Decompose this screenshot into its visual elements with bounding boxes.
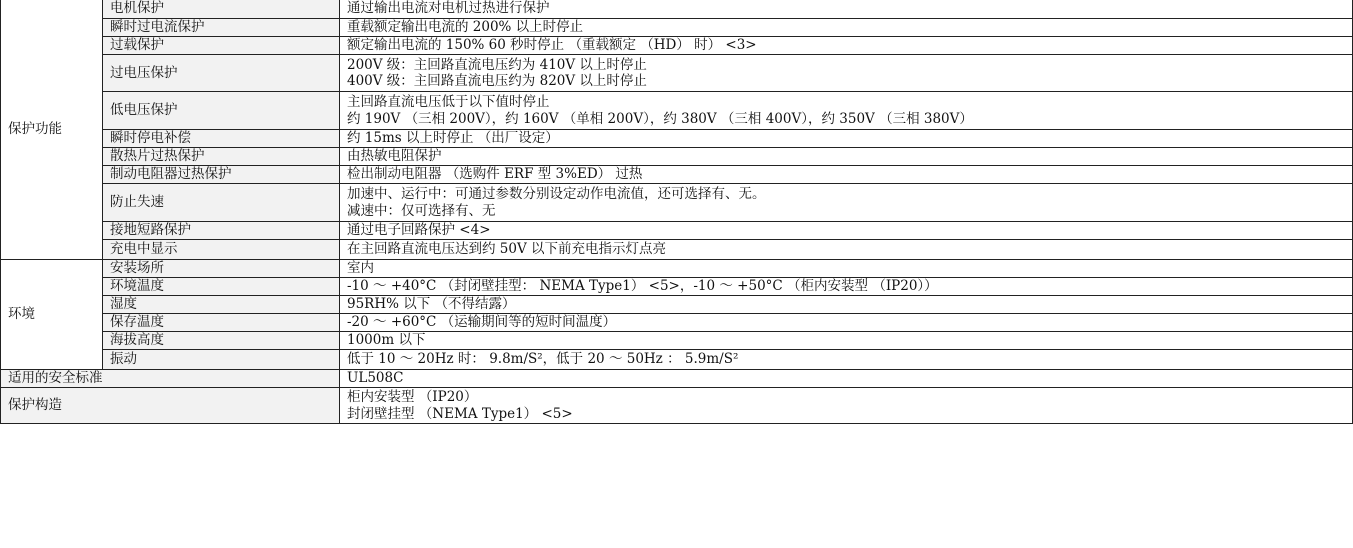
- description-cell: [340, 55, 1353, 92]
- description-line: 重载额定输出电流的 200% 以上时停止: [347, 19, 584, 35]
- description-line: -20 ～ +60°C （运输期间等的短时间温度）: [347, 314, 617, 330]
- description-cell: [340, 350, 1353, 370]
- description-cell: [340, 240, 1353, 260]
- description-cell: [340, 222, 1353, 240]
- item-label: 环境温度: [103, 278, 340, 296]
- table-row: [1, 0, 1353, 19]
- description-cell: [340, 184, 1353, 222]
- item-label: 制动电阻器过热保护: [103, 166, 340, 184]
- description-line: 通过电子回路保护 <4>: [347, 222, 491, 238]
- spec-table-body: [1, 0, 1353, 424]
- description-cell: [340, 0, 1353, 19]
- description-line: 封闭壁挂型 （NEMA Type1） <5>: [347, 405, 573, 422]
- description-line: UL508C: [347, 370, 404, 386]
- description-cell: [340, 332, 1353, 350]
- item-label: 低电压保护: [103, 92, 340, 130]
- item-label: 瞬时停电补偿: [103, 130, 340, 148]
- description-line: 1000m 以下: [347, 332, 426, 348]
- table-row: [1, 222, 1353, 240]
- description-cell: [340, 130, 1353, 148]
- table-row: [1, 332, 1353, 350]
- description-line: 减速中：仅可选择有、无: [347, 202, 496, 219]
- item-label: 接地短路保护: [103, 222, 340, 240]
- item-label: 保护构造: [1, 388, 340, 424]
- item-label: 振动: [103, 350, 340, 370]
- description-line: 在主回路直流电压达到约 50V 以下前充电指示灯点亮: [347, 241, 667, 257]
- table-row: [1, 37, 1353, 55]
- table-row: [1, 260, 1353, 278]
- item-label: 散热片过热保护: [103, 148, 340, 166]
- description-line: 加速中、运行中：可通过参数分别设定动作电流值，还可选择有、无。: [347, 186, 766, 202]
- description-cell: [340, 314, 1353, 332]
- description-line: 柜内安装型 （IP20）: [347, 389, 478, 405]
- table-row: [1, 240, 1353, 260]
- table-row: [1, 148, 1353, 166]
- table-row: [1, 388, 1353, 424]
- table-row: [1, 184, 1353, 222]
- item-label: 海拔高度: [103, 332, 340, 350]
- description-line: 95RH% 以下 （不得结露）: [347, 296, 516, 312]
- group-label: 环境: [1, 260, 103, 370]
- description-line: 额定输出电流的 150% 60 秒时停止 （重载额定 （HD） 时） <3>: [347, 37, 757, 53]
- item-label: 安装场所: [103, 260, 340, 278]
- item-label: 湿度: [103, 296, 340, 314]
- item-label: 过电压保护: [103, 55, 340, 92]
- description-cell: [340, 370, 1353, 388]
- description-cell: [340, 296, 1353, 314]
- description-line: 400V 级：主回路直流电压约为 820V 以上时停止: [347, 73, 647, 89]
- description-line: 检出制动电阻器 （选购件 ERF 型 3%ED） 过热: [347, 166, 643, 182]
- description-line: 约 15ms 以上时停止 （出厂设定）: [347, 130, 559, 146]
- item-label: 保存温度: [103, 314, 340, 332]
- item-label: 瞬时过电流保护: [103, 19, 340, 37]
- description-cell: [340, 166, 1353, 184]
- item-label: 电机保护: [103, 0, 340, 19]
- description-cell: [340, 388, 1353, 424]
- description-line: 约 190V （三相 200V），约 160V （单相 200V），约 380V （三相 400V），约 350V （三相 380V）: [347, 110, 973, 127]
- description-cell: [340, 260, 1353, 278]
- description-cell: [340, 278, 1353, 296]
- item-label: 适用的安全标准: [1, 370, 340, 388]
- item-label: 防止失速: [103, 184, 340, 222]
- table-row: [1, 130, 1353, 148]
- description-line: 200V 级：主回路直流电压约为 410V 以上时停止: [347, 56, 647, 73]
- table-row: [1, 296, 1353, 314]
- table-row: [1, 92, 1353, 130]
- item-label: 过载保护: [103, 37, 340, 55]
- table-row: [1, 166, 1353, 184]
- description-line: -10 ～ +40°C （封闭壁挂型： NEMA Type1） <5>，-10 ～ +50°C （柜内安装型 （IP20））: [347, 278, 938, 294]
- description-cell: [340, 92, 1353, 130]
- description-line: 低于 10 ～ 20Hz 时： 9.8m/S²，低于 20 ～ 50Hz ： 5.9m/S²: [347, 351, 739, 367]
- table-row: [1, 278, 1353, 296]
- table-row: [1, 350, 1353, 370]
- table-row: [1, 19, 1353, 37]
- description-cell: [340, 19, 1353, 37]
- description-cell: [340, 37, 1353, 55]
- description-cell: [340, 148, 1353, 166]
- description-line: 通过输出电流对电机过热进行保护: [347, 0, 550, 16]
- description-line: 室内: [347, 260, 374, 276]
- description-line: 由热敏电阻保护: [347, 148, 442, 164]
- item-label: 充电中显示: [103, 240, 340, 260]
- group-label: 保护功能: [1, 0, 103, 260]
- table-row: [1, 314, 1353, 332]
- table-row: [1, 55, 1353, 92]
- table-row: [1, 370, 1353, 388]
- description-line: 主回路直流电压低于以下值时停止: [347, 94, 550, 110]
